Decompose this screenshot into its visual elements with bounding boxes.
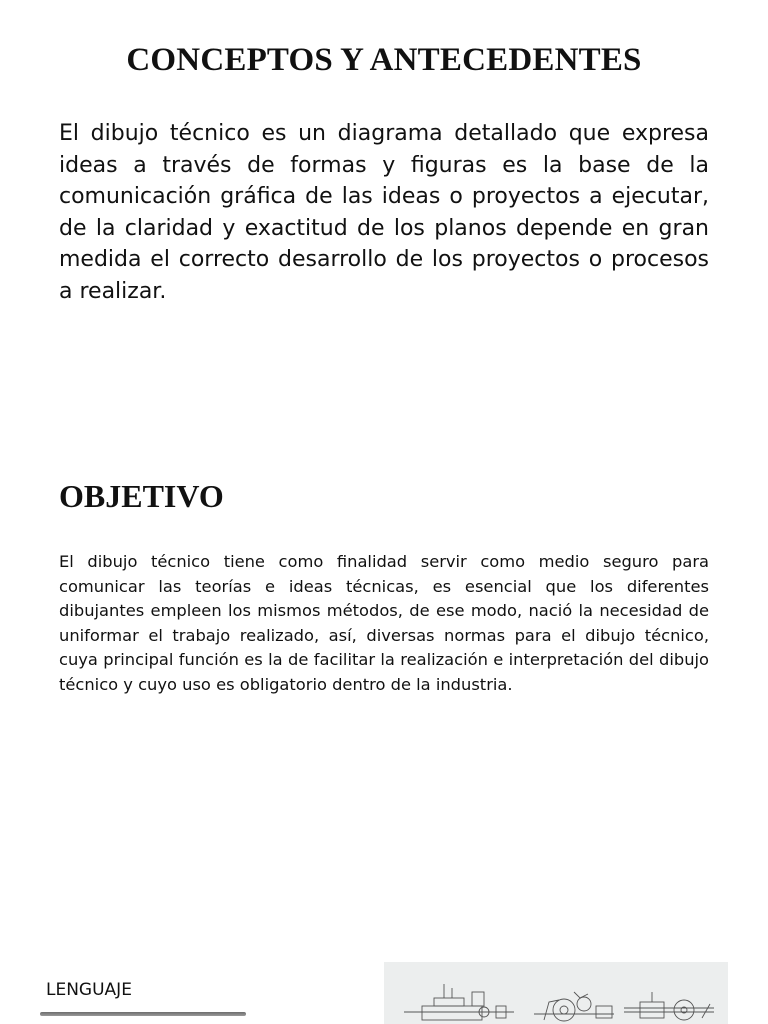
machine-sketch-icon <box>384 962 728 1024</box>
page-title: CONCEPTOS Y ANTECEDENTES <box>126 42 642 78</box>
footer-section-label: LENGUAJE <box>46 980 132 1000</box>
footer-underline <box>40 1012 246 1016</box>
intro-paragraph: El dibujo técnico es un diagrama detallado que expresa ideas a través de formas y figuras es la base de la comunicación gráfica de las ideas o proyectos a ejecutar, de la claridad y exactitud de los planos depende en gran medida el correcto desarrollo de los proyectos o procesos a realizar. <box>59 121 709 304</box>
objective-heading: OBJETIVO <box>59 478 224 514</box>
technical-drawing-image <box>384 962 728 1024</box>
objective-paragraph: El dibujo técnico tiene como finalidad servir como medio seguro para comunicar las teorías e ideas técnicas, es esencial que los diferentes dibujantes empleen los mismos métodos, de ese modo, nació la necesidad de uniformar el trabajo realizado, así, diversas normas para el dibujo técnico, cuya principal función es la de facilitar la realización e interpretación del dibujo técnico y cuyo uso es obligatorio dentro de la industria. <box>59 552 709 694</box>
